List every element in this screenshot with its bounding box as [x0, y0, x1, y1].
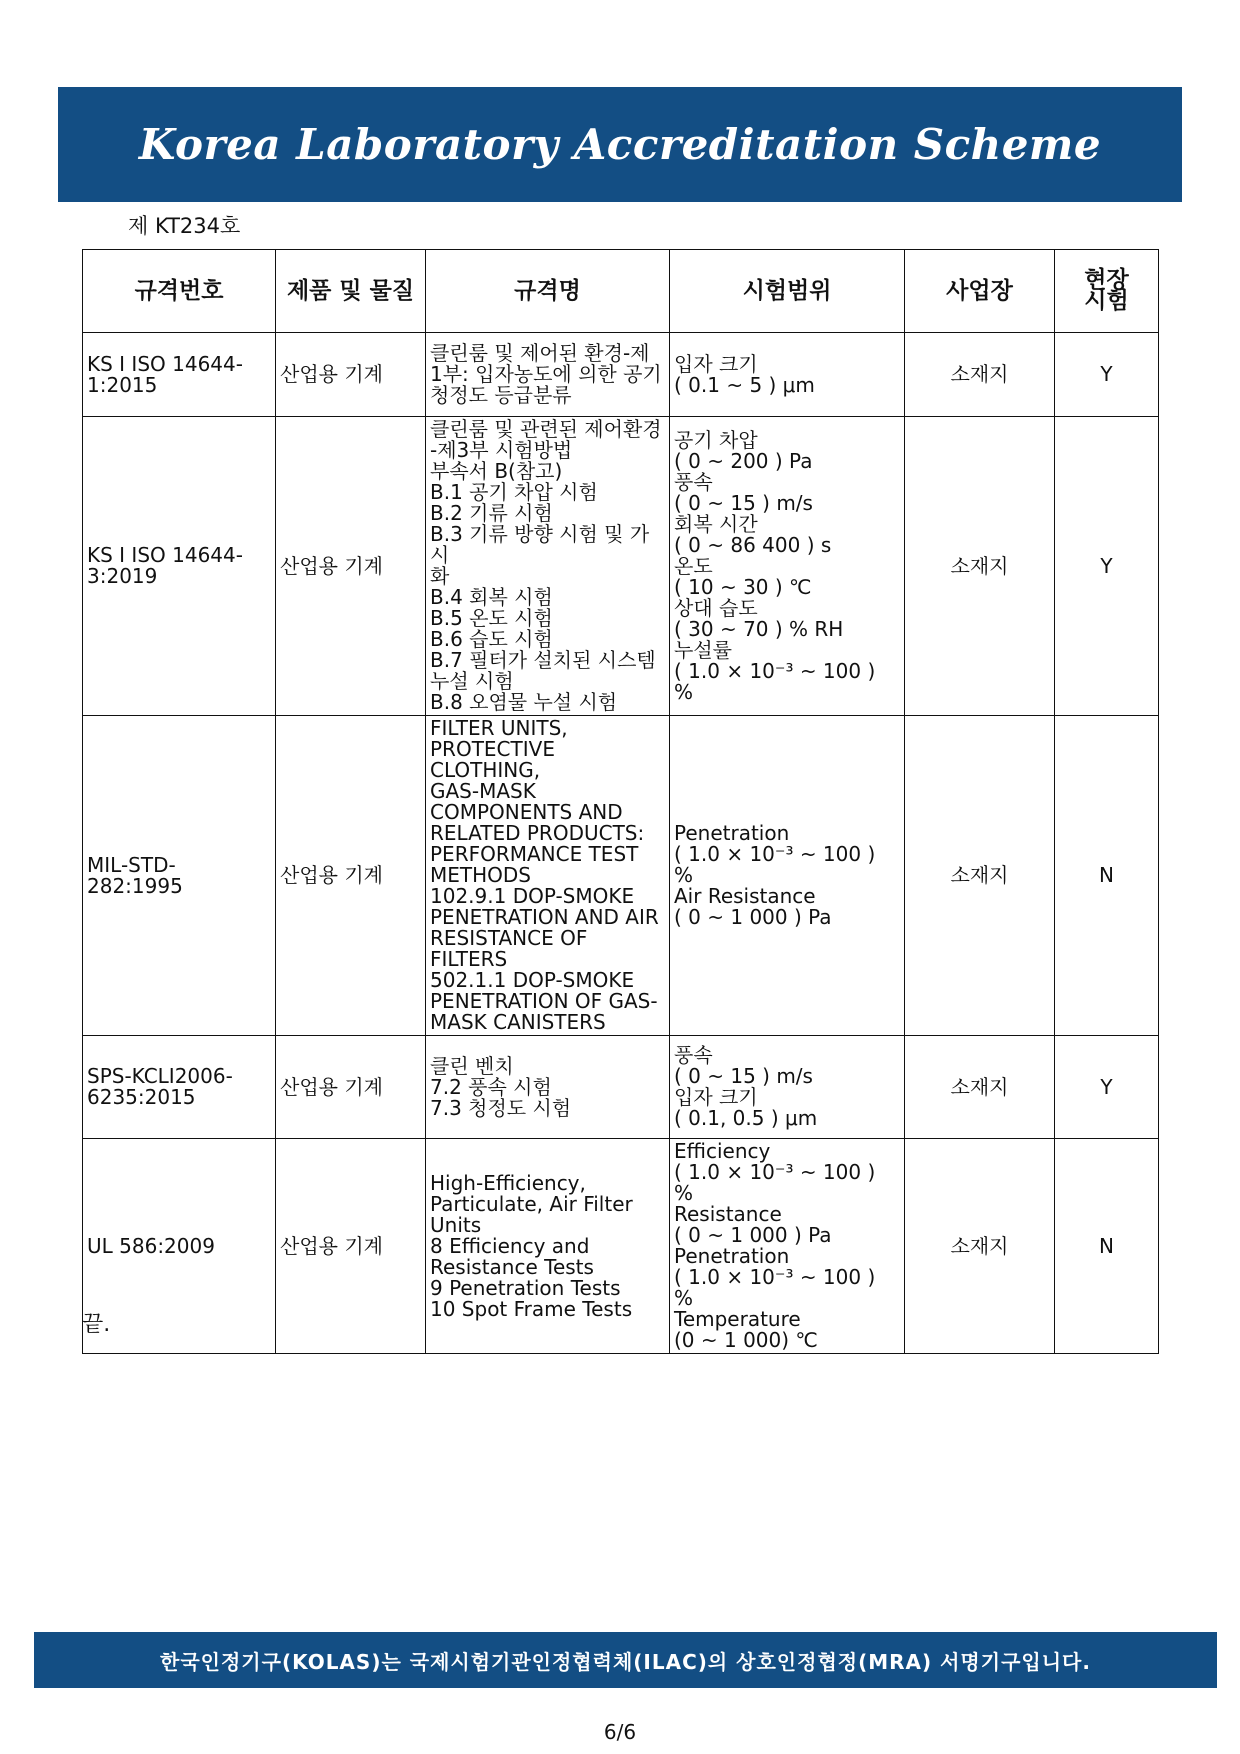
test-range-cell: [670, 1139, 905, 1354]
standard-name-cell: [426, 716, 670, 1036]
standard-number-cell: MIL-STD-282:1995: [83, 716, 276, 1036]
standard-name-cell-line: RESISTANCE OF FILTERS: [430, 926, 588, 971]
onsite-cell: N: [1055, 716, 1159, 1036]
standard-name-cell-line: 102.9.1 DOP-SMOKE: [430, 884, 635, 908]
test-range-cell-line: Efficiency: [674, 1139, 771, 1163]
test-range-cell-line: 입자 크기: [674, 351, 758, 376]
table-row: [83, 716, 1159, 1036]
product-cell: 산업용 기계: [276, 1036, 426, 1139]
test-range-cell-line: ( 0.1 ~ 5 ) μm: [674, 372, 815, 397]
table-row: [83, 1036, 1159, 1139]
standard-name-cell: [426, 1036, 670, 1139]
standard-name-cell-line: B.1 공기 차압 시험: [430, 480, 598, 504]
test-range-cell-line: ( 10 ~ 30 ) ℃: [674, 574, 812, 599]
site-cell: 소재지: [905, 1036, 1055, 1139]
standard-name-cell-line: PENETRATION OF GAS-: [430, 989, 658, 1013]
standard-name-cell-line: 7.2 풍속 시험: [430, 1074, 552, 1099]
accreditation-scope-table: [82, 249, 1159, 1354]
standard-name-cell-line: METHODS: [430, 863, 531, 887]
site-cell: 소재지: [905, 417, 1055, 716]
standard-name-cell-line: 8 Efficiency and: [430, 1233, 590, 1258]
standard-name-cell-line: B.8 오염물 누설 시험: [430, 690, 618, 714]
standard-name-cell-line: GAS-MASK: [430, 779, 536, 803]
header-standard-name: 규격명: [426, 250, 670, 333]
product-cell: 산업용 기계: [276, 333, 426, 417]
standard-name-cell-line: 클린룸 및 제어된 환경-제: [430, 341, 650, 365]
site-cell: 소재지: [905, 1139, 1055, 1354]
standard-name-cell: [426, 417, 670, 716]
test-range-cell-line: ( 0 ~ 15 ) m/s: [674, 1064, 813, 1088]
test-range-cell-line: Temperature: [674, 1307, 801, 1331]
end-mark: 끝.: [82, 1312, 111, 1337]
test-range-cell-line: ( 0 ~ 200 ) Pa: [674, 448, 813, 473]
onsite-cell: Y: [1055, 333, 1159, 417]
header-product: 제품 및 물질: [276, 250, 426, 333]
site-cell: 소재지: [905, 333, 1055, 417]
standard-name-cell-line: B.3 기류 방향 시험 및 가시: [430, 522, 650, 567]
site-cell: 소재지: [905, 716, 1055, 1036]
test-range-cell-line: 입자 크기: [674, 1085, 758, 1109]
standard-name-cell-line: FILTER UNITS,: [430, 716, 568, 740]
standard-name-cell: [426, 1139, 670, 1354]
test-range-cell-line: 공기 차압: [674, 427, 758, 452]
test-range-cell-line: ( 0 ~ 86 400 ) s: [674, 532, 832, 557]
test-range-cell-line: 회복 시간: [674, 511, 758, 536]
standard-name-cell-line: B.6 습도 시험: [430, 627, 553, 651]
onsite-cell: N: [1055, 1139, 1159, 1354]
test-range-cell-line: 상대 습도: [674, 595, 758, 620]
test-range-cell-line: ( 30 ~ 70 ) % RH: [674, 616, 844, 641]
header-site: 사업장: [905, 250, 1055, 333]
test-range-cell-line: ( 1.0 × 10⁻³ ~ 100 ) %: [674, 1265, 876, 1310]
standard-name-cell-line: 청정도 등급분류: [430, 383, 572, 407]
header-onsite-test: 현장 시험: [1055, 250, 1159, 333]
header-banner: [58, 87, 1182, 202]
test-range-cell-line: 온도: [674, 553, 713, 578]
standard-name-cell-line: Resistance Tests: [430, 1254, 594, 1279]
product-cell: 산업용 기계: [276, 1139, 426, 1354]
standard-number-cell: KS I ISO 14644-1:2015: [83, 333, 276, 417]
onsite-cell: Y: [1055, 1036, 1159, 1139]
header-standard-number: 규격번호: [83, 250, 276, 333]
standard-name-cell-line: B.5 온도 시험: [430, 606, 553, 630]
test-range-cell-line: ( 1.0 × 10⁻³ ~ 100 ) %: [674, 842, 876, 887]
standard-name-cell-line: 9 Penetration Tests: [430, 1275, 621, 1300]
test-range-cell: [670, 716, 905, 1036]
standard-name-cell-line: 10 Spot Frame Tests: [430, 1296, 633, 1321]
standard-name-cell-line: MASK CANISTERS: [430, 1010, 606, 1034]
standard-name-cell-line: 클린 벤치: [430, 1053, 514, 1078]
standard-name-cell-line: B.7 필터가 설치된 시스템: [430, 648, 656, 672]
test-range-cell-line: 풍속: [674, 1043, 713, 1067]
standard-name-cell-line: 화: [430, 564, 450, 588]
standard-name-cell-line: 7.3 청정도 시험: [430, 1095, 572, 1120]
standard-name-cell-line: 1부: 입자농도에 의한 공기: [430, 362, 662, 386]
standard-name-cell-line: 누설 시험: [430, 669, 514, 693]
standard-name-cell: [426, 333, 670, 417]
standard-number-cell: SPS-KCLI2006-6235:2015: [83, 1036, 276, 1139]
test-range-cell-line: Penetration: [674, 1244, 790, 1268]
test-range-cell-line: ( 1.0 × 10⁻³ ~ 100 ) %: [674, 1160, 876, 1205]
standard-name-cell-line: PENETRATION AND AIR: [430, 905, 659, 929]
test-range-cell-line: 누설률: [674, 637, 732, 662]
test-range-cell: [670, 333, 905, 417]
standard-name-cell-line: PROTECTIVE CLOTHING,: [430, 737, 555, 782]
test-range-cell-line: Air Resistance: [674, 884, 816, 908]
test-range-cell-line: ( 0 ~ 15 ) m/s: [674, 490, 813, 515]
table-row: [83, 333, 1159, 417]
test-range-cell-line: ( 1.0 × 10⁻³ ~ 100 ) %: [674, 658, 876, 704]
standard-name-cell-line: High-Efficiency,: [430, 1170, 586, 1195]
standard-name-cell-line: B.2 기류 시험: [430, 501, 553, 525]
test-range-cell-line: 풍속: [674, 469, 713, 494]
test-range-cell-line: Penetration: [674, 821, 790, 845]
test-range-cell-line: (0 ~ 1 000) ℃: [674, 1328, 818, 1352]
product-cell: 산업용 기계: [276, 417, 426, 716]
standard-name-cell-line: -제3부 시험방법: [430, 438, 573, 462]
standard-name-cell-line: RELATED PRODUCTS:: [430, 821, 645, 845]
test-range-cell: [670, 417, 905, 716]
footer-text: 한국인정기구(KOLAS)는 국제시험기관인정협력체(ILAC)의 상호인정협정(MRA) 서명기구입니다.: [160, 1649, 1091, 1674]
standard-name-cell-line: Particulate, Air Filter: [430, 1191, 633, 1216]
table-header-row: [83, 250, 1159, 333]
standard-name-cell-line: COMPONENTS AND: [430, 800, 623, 824]
standard-name-cell-line: 클린룸 및 관련된 제어환경: [430, 417, 662, 441]
standard-number-cell: KS I ISO 14644-3:2019: [83, 417, 276, 716]
standard-name-cell-line: PERFORMANCE TEST: [430, 842, 639, 866]
test-range-cell-line: ( 0 ~ 1 000 ) Pa: [674, 905, 832, 929]
test-range-cell-line: ( 0 ~ 1 000 ) Pa: [674, 1223, 832, 1247]
standard-name-cell-line: Units: [430, 1212, 482, 1237]
test-range-cell: [670, 1036, 905, 1139]
standard-name-cell-line: 부속서 B(참고): [430, 459, 563, 483]
table-row: [83, 417, 1159, 716]
onsite-cell: Y: [1055, 417, 1159, 716]
footer-banner: [34, 1632, 1217, 1688]
document-number: 제 KT234호: [128, 214, 241, 238]
test-range-cell-line: ( 0.1, 0.5 ) μm: [674, 1106, 818, 1130]
header-title: Korea Laboratory Accreditation Scheme: [138, 120, 1102, 169]
standard-name-cell-line: 502.1.1 DOP-SMOKE: [430, 968, 635, 992]
product-cell: 산업용 기계: [276, 716, 426, 1036]
header-test-range: 시험범위: [670, 250, 905, 333]
standard-number-cell: UL 586:2009: [83, 1139, 276, 1354]
test-range-cell-line: Resistance: [674, 1202, 782, 1226]
table-row: [83, 1139, 1159, 1354]
page-number: 6/6: [603, 1720, 637, 1744]
standard-name-cell-line: B.4 회복 시험: [430, 585, 553, 609]
